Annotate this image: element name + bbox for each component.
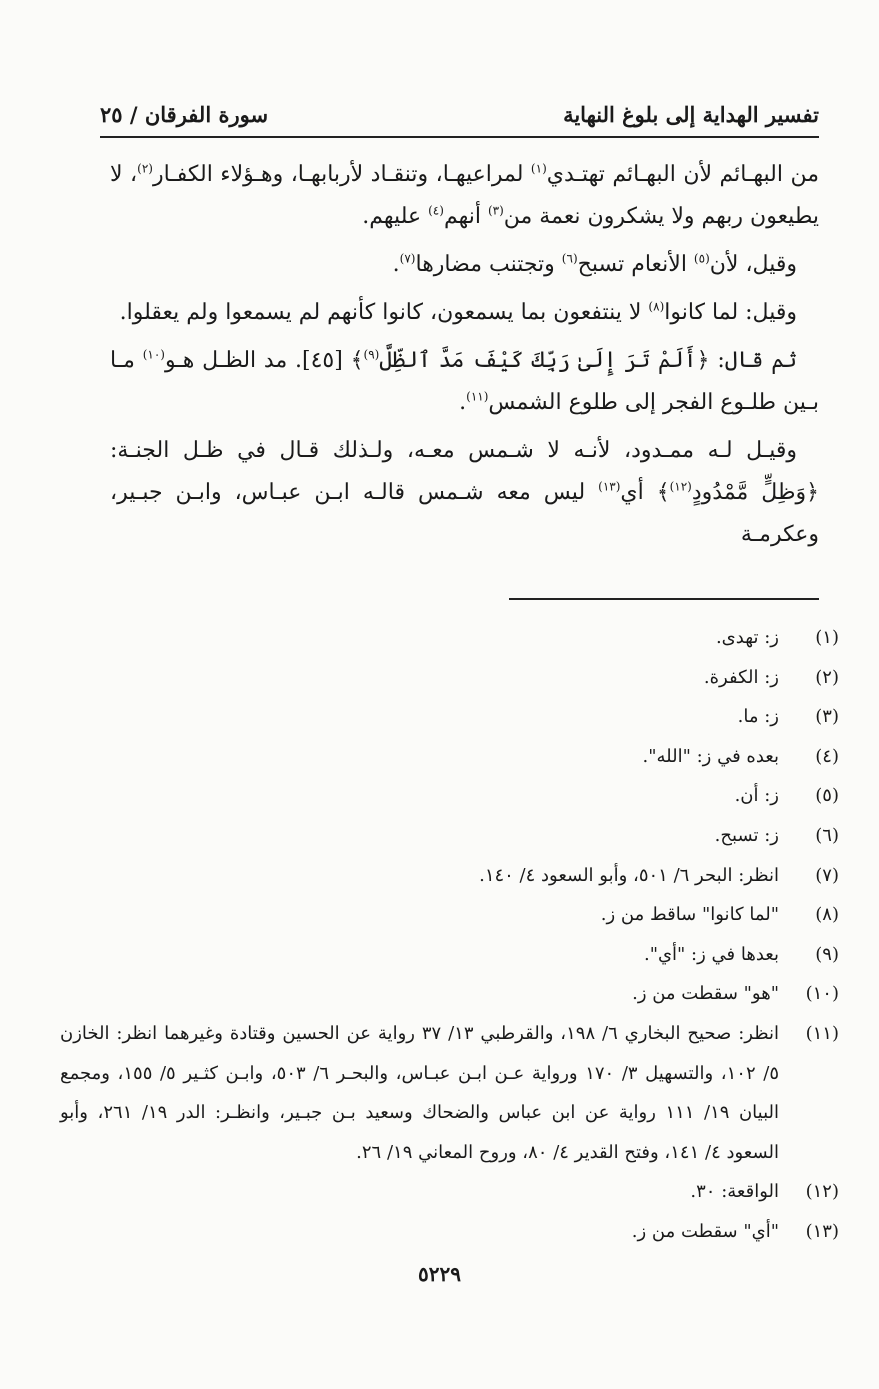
text-run: الأنعام تسبح	[577, 252, 694, 277]
text-run: ليس معه شـمس قالـه ابـن عبـاس، وابـن جبـير، وعكرمـة	[110, 480, 819, 547]
text-run: وقيل: لما كانوا	[664, 300, 797, 325]
verse-text: ﴿وَظِلٍّ مَّمْدُودٍ	[691, 480, 819, 505]
text-run: ، لا يطيعون ربهم ولا يشكرون نعمة من	[110, 162, 819, 229]
footnote-text: ز: أن.	[734, 785, 779, 807]
footnote-item	[60, 658, 839, 698]
paragraph-1	[110, 154, 819, 238]
footnote-item	[60, 737, 839, 777]
footnote-item	[60, 974, 839, 1014]
footnote-number: (١١)	[805, 1022, 839, 1044]
verse-text: ﴿أَلَمْ تَرَ إِلَىٰ رَبِّكَ كَيْفَ مَدَّ ٱلظِّلَّ	[379, 348, 710, 373]
footnote-text: ز: الكفرة.	[703, 666, 779, 688]
book-title: تفسير الهداية إلى بلوغ النهاية	[563, 101, 819, 127]
footnote-number: (٩)	[815, 943, 839, 965]
footnote-number: (٦)	[815, 824, 839, 846]
footnote-item	[60, 895, 839, 935]
footnote-item	[60, 1212, 839, 1252]
page-number: ٥٢٢٩	[418, 1262, 461, 1286]
text-run: لا ينتفعون بما يسمعون، كانوا كأنهم لم يسمعوا ولم يعقلوا.	[119, 300, 649, 325]
quran-verse	[351, 348, 710, 373]
text-run: أي	[620, 480, 657, 505]
footnote-item	[60, 697, 839, 737]
footnote-number: (١)	[815, 627, 839, 648]
footnote-text: "لما كانوا" ساقط من ز.	[600, 904, 779, 926]
footnote-text: ز: ما.	[737, 706, 779, 728]
footnote-number: (٥)	[815, 785, 839, 807]
footnote-marker[interactable]: (٦)	[561, 251, 578, 266]
surah-reference: سورة الفرقان / ٢٥	[100, 101, 269, 127]
text-run: وقيل، لأن	[709, 252, 797, 277]
text-run: [٤٥]. مد الظـل هـو	[164, 348, 351, 373]
text-run: مـا بـين طلـوع الفجر إلى طلوع الشمس	[110, 348, 819, 415]
footnote-item	[60, 1014, 839, 1172]
footnote-text: "أي" سقطت من ز.	[631, 1220, 779, 1242]
text-run: أنهم	[443, 204, 488, 229]
paragraph-4	[110, 340, 819, 424]
footnote-number: (٢)	[815, 666, 839, 688]
verse-bracket: ﴾	[350, 348, 364, 373]
footnote-number: (٧)	[815, 864, 839, 886]
text-run: لمراعيهـا، وتنقـاد لأربابهـا، وهـؤلاء الكفـار	[152, 162, 531, 187]
quran-verse	[657, 480, 819, 505]
footnote-marker[interactable]: (٩)	[363, 347, 380, 362]
paragraph-5	[110, 430, 819, 556]
footnote-marker[interactable]: (٤)	[428, 203, 444, 218]
footnote-text: ز: تسبح.	[714, 824, 779, 846]
footnote-text: بعدها في ز: "أي".	[643, 943, 779, 965]
footnote-text: انظر: صحيح البخاري ٦/ ١٩٨، والقرطبي ١٣/ ٣٧ رواية عن الحسين وقتادة وغيرهما انظر: الخازن ٥/ ١٠٢، والتسهيل ٣/ ١٧٠ ورواية عـن ابـن عبـاس، والبحـر ٦/ ٥٠٣، وابـن كثـير ٥/ ١٥٥، ومجمع البيان ١٩/ ١١١ رواية عن ابن عباس والضحاك وسعيد بـن جبـير، وانظـر: الدر ١٩/ ٢٦١، وأبو السعود ٤/ ١٤١، وفتح القدير ٤/ ٨٠، وروح المعاني ١٩/ ٢٦.	[60, 1022, 780, 1163]
footnote-number: (٤)	[815, 745, 839, 767]
footnote-number: (١٣)	[805, 1220, 839, 1242]
main-text	[110, 154, 819, 562]
footnote-marker[interactable]: (١٣)	[598, 479, 621, 494]
footnotes-list	[60, 618, 839, 1252]
footnote-item	[60, 776, 839, 816]
footnote-item	[60, 935, 839, 975]
footnote-number: (١٠)	[805, 983, 839, 1005]
footnote-text: "هو" سقطت من ز.	[632, 983, 779, 1005]
footnote-marker[interactable]: (٧)	[399, 251, 416, 266]
text-run: .	[392, 252, 400, 277]
footnote-marker[interactable]: (٨)	[648, 299, 665, 314]
text-run: وقيـل لـه ممـدود، لأنـه لا شـمس معـه، ولـذلك قـال في ظـل الجنـة:	[110, 438, 797, 463]
paragraph-2	[110, 244, 819, 286]
text-run: ثم قال:	[709, 348, 797, 373]
footnote-text: الواقعة: ٣٠.	[690, 1181, 779, 1203]
footnote-marker[interactable]: (٣)	[487, 203, 504, 218]
verse-bracket: ﴾	[656, 480, 670, 505]
footnote-marker[interactable]: (١٢)	[669, 479, 692, 494]
running-header	[100, 92, 819, 138]
text-run: عليهم.	[362, 204, 429, 229]
footnote-item	[60, 1172, 839, 1212]
footnote-text: انظر: البحر ٦/ ٥٠١، وأبو السعود ٤/ ١٤٠.	[479, 864, 779, 886]
footnote-separator	[509, 598, 819, 600]
footnote-number: (٣)	[815, 706, 839, 728]
footnote-item	[60, 618, 839, 658]
footnote-marker[interactable]: (١)	[530, 161, 547, 176]
footnote-text: بعده في ز: "الله".	[642, 745, 779, 767]
footnote-item	[60, 816, 839, 856]
text-run: .	[459, 390, 467, 415]
footnote-marker[interactable]: (١٠)	[142, 347, 165, 362]
text-run: من البهـائم لأن البهـائم تهتـدي	[546, 162, 820, 187]
footnote-marker[interactable]: (١١)	[466, 389, 489, 404]
footnote-text: ز: تهدى.	[715, 627, 779, 648]
footnote-marker[interactable]: (٢)	[137, 161, 153, 176]
footnote-number: (٨)	[815, 904, 839, 926]
paragraph-3	[110, 292, 819, 334]
footnote-marker[interactable]: (٥)	[693, 251, 710, 266]
footnote-number: (١٢)	[805, 1181, 839, 1203]
text-run: وتجتنب مضارها	[415, 252, 562, 277]
footnote-item	[60, 856, 839, 896]
